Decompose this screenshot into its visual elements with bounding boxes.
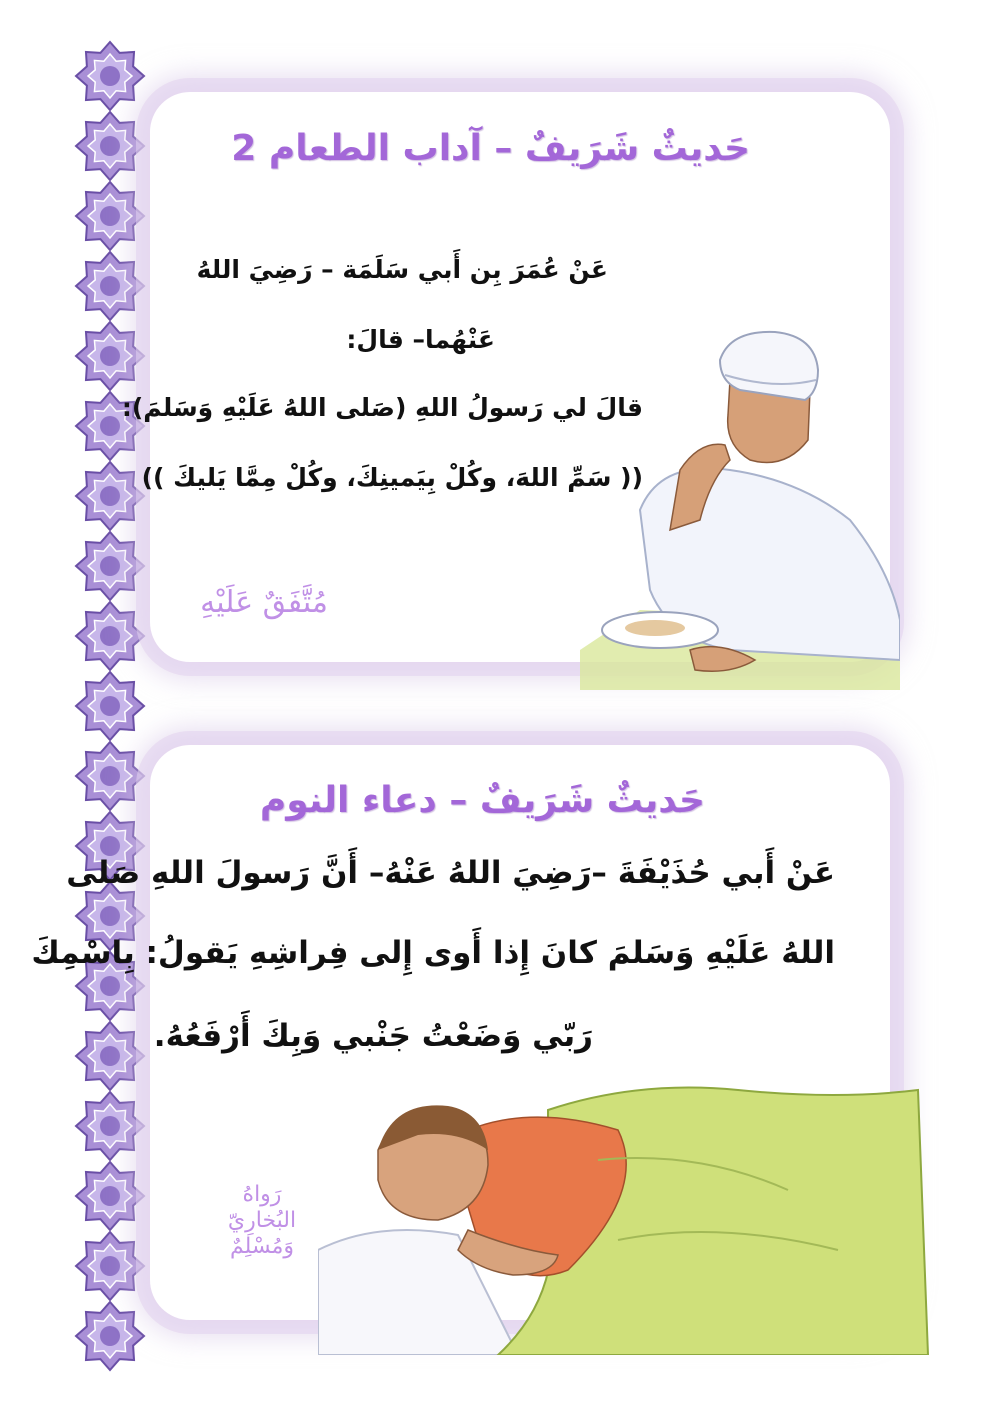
- card1-source: مُتَّفَقٌ عَلَيْهِ: [200, 585, 328, 620]
- card2-line-3: رَبّي وَضَعْتُ جَنْبي وَبِكَ أَرْفَعُهُ.: [153, 1018, 593, 1054]
- card1-line-3: قالَ لي رَسولُ اللهِ (صَلى اللهُ عَلَيْهِ وَسَلمَ):: [121, 393, 643, 422]
- octagram-star-icon: [74, 1090, 146, 1162]
- octagram-star-icon: [74, 250, 146, 322]
- card1-line-1: عَنْ عُمَرَ بِن أَبي سَلَمَة – رَضِيَ اللهُ: [196, 255, 608, 284]
- octagram-star-icon: [74, 1300, 146, 1372]
- card1-line-2: عَنْهُما– قالَ:: [346, 325, 495, 354]
- card2-source: [212, 1182, 312, 1260]
- card1-line-4: (( سَمِّ اللهَ، وكُلْ بِيَمينِكَ، وكُلْ مِمَّا يَليكَ )): [141, 463, 643, 492]
- card2-source-line-2: البُخارِيّ: [227, 1208, 297, 1233]
- octagram-star-icon: [74, 1230, 146, 1302]
- decorative-star-border: [74, 40, 146, 1360]
- octagram-star-icon: [74, 110, 146, 182]
- card1-title: حَديثٌ شَرَيفٌ – آداب الطعام 2: [231, 128, 750, 169]
- octagram-star-icon: [74, 320, 146, 392]
- octagram-star-icon: [74, 1020, 146, 1092]
- card2-source-line-1: رَواهُ: [242, 1182, 282, 1207]
- card2-source-line-3: وَمُسْلِمٌ: [230, 1234, 294, 1259]
- boy-sleeping-illustration: [318, 1070, 938, 1355]
- card2-line-1: عَنْ أَبي حُذَيْفَةَ –رَضِيَ اللهُ عَنْهُ– أَنَّ رَسولَ اللهِ صَلى: [66, 855, 835, 891]
- octagram-star-icon: [74, 1160, 146, 1232]
- octagram-star-icon: [74, 600, 146, 672]
- card2-line-2: اللهُ عَلَيْهِ وَسَلمَ كانَ إِذا أَوى إِلى فِراشِهِ يَقولُ: بِاسْمِكَ: [31, 935, 835, 971]
- octagram-star-icon: [74, 740, 146, 812]
- octagram-star-icon: [74, 40, 146, 112]
- boy-eating-illustration: [580, 320, 900, 690]
- octagram-star-icon: [74, 670, 146, 742]
- octagram-star-icon: [74, 460, 146, 532]
- octagram-star-icon: [74, 530, 146, 602]
- card2-title: حَديثٌ شَرَيفٌ – دعاء النوم: [259, 780, 705, 821]
- octagram-star-icon: [74, 180, 146, 252]
